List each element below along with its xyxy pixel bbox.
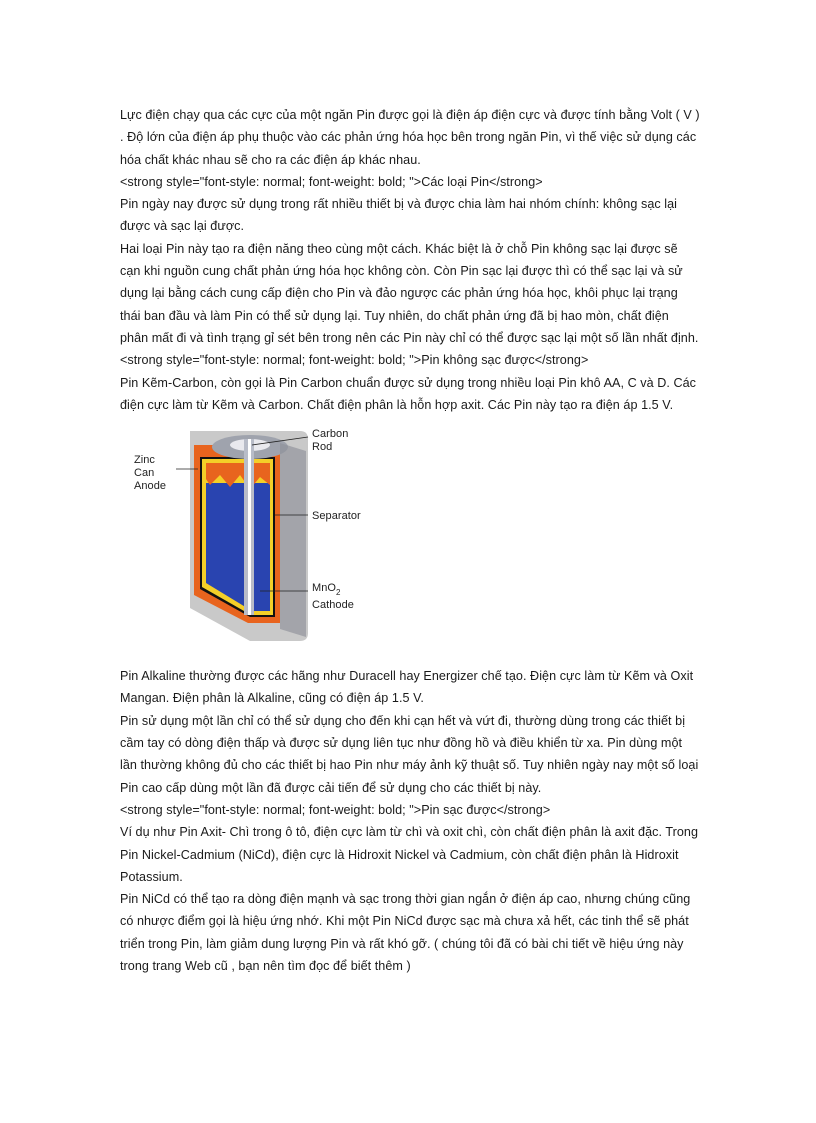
battery-diagram <box>130 423 390 659</box>
label-mno2: MnO$_2$ <box>312 582 341 598</box>
paragraph-memory-effect: Pin NiCd có thể tạo ra dòng điện mạnh và sạc trong thời gian ngắn ở điện áp cao, nhưng chúng cũng có nhược điểm gọi là hiệu ứng nhớ. Khi một Pin NiCd được sạc mà chưa xả hết, các tinh thể sẽ phát triển trong Pin, làm giảm dung lượng Pin và rất khó gỡ. ( chúng tôi đã có bài chi tiết về hiệu ứng này trong trang Web cũ , bạn nên tìm đọc để biết thêm ) <box>120 892 691 974</box>
label-anode: Anode <box>134 480 167 493</box>
document-body <box>120 104 700 977</box>
label-rod: Rod <box>312 441 333 454</box>
label-separator: Separator <box>312 510 361 523</box>
label-cathode: Cathode <box>312 599 354 612</box>
casing-shadow <box>280 443 306 637</box>
paragraph-zinc-carbon: Pin Kẽm-Carbon, còn gọi là Pin Carbon chuẩn được sử dụng trong nhiều loại Pin khô AA, C và D. Các điện cực làm từ Kẽm và Carbon. Chất điện phân là hỗn hợp axit. Các Pin này tạo ra điện áp 1.5 V. <box>120 375 697 412</box>
label-zinc: Zinc <box>134 454 155 467</box>
paragraph-voltage: Lực điện chạy qua các cực của một ngăn Pin được gọi là điện áp điện cực và được tính bằng Volt ( V ) . Độ lớn của điện áp phụ thuộc vào các phản ứng hóa học bên trong ngăn Pin, vì thế việc sử dụng các hóa chất khác nhau sẽ cho ra các điện áp khác nhau. <box>120 108 700 167</box>
heading-rechargeable-raw: <strong style="font-style: normal; font-weight: bold; ">Pin sạc được</strong> <box>120 802 551 817</box>
heading-non-rechargeable-raw: <strong style="font-style: normal; font-weight: bold; ">Pin không sạc được</strong> <box>120 353 589 368</box>
label-carbon: Carbon <box>312 428 349 441</box>
paragraph-recharge-difference: Hai loại Pin này tạo ra điện năng theo cùng một cách. Khác biệt là ở chỗ Pin không sạc lại được sẽ cạn khi nguồn cung chất phản ứng hóa học không còn. Còn Pin sạc lại được thì có thể sạc lại và sử dụng lại bằng cách cung cấp điện cho Pin và đảo ngược các phản ứng hóa học, khôi phục lại trạng thái ban đầu và làm Pin có thể sử dụng lại. Tuy nhiên, do chất phản ứng đã bị hao mòn, chất điện phân mất đi và tình trạng gỉ sét bên trong nên các Pin này chỉ có thể được sạc lại một số lần nhất định. <box>120 241 699 345</box>
heading-battery-types-raw: <strong style="font-style: normal; font-weight: bold; ">Các loại Pin</strong> <box>120 174 543 189</box>
label-can: Can <box>134 467 155 480</box>
paragraph-alkaline: Pin Alkaline thường được các hãng như Duracell hay Energizer chế tạo. Điện cực làm từ Kẽm và Oxit Mangan. Điện phân là Alkaline, cũng có điện áp 1.5 V. <box>120 669 694 706</box>
paragraph-single-use: Pin sử dụng một lần chỉ có thể sử dụng cho đến khi cạn hết và vứt đi, thường dùng trong các thiết bị cầm tay có dòng điện thấp và được sử dụng liên tục như đồng hồ và điều khiển từ xa. Pin dùng một lần thường không đủ cho các thiết bị hao Pin như máy ảnh kỹ thuật số. Tuy nhiên ngày nay một số loại Pin cao cấp dùng một lần đã được cải tiến để sử dụng cho các thiết bị này. <box>120 713 699 795</box>
paragraph-two-groups: Pin ngày nay được sử dụng trong rất nhiều thiết bị và được chia làm hai nhóm chính: không sạc lại được và sạc lại được. <box>120 197 678 234</box>
battery-cross-section-figure <box>130 423 390 659</box>
paragraph-lead-acid-nicd: Ví dụ như Pin Axit- Chì trong ô tô, điện cực làm từ chì và oxit chì, còn chất điện phân là axit đặc. Trong Pin Nickel-Cadmium (NiCd), điện cực là Hidroxit Nickel và Cadmium, còn chất điện phân là Hidroxit Potassium. <box>120 825 699 884</box>
